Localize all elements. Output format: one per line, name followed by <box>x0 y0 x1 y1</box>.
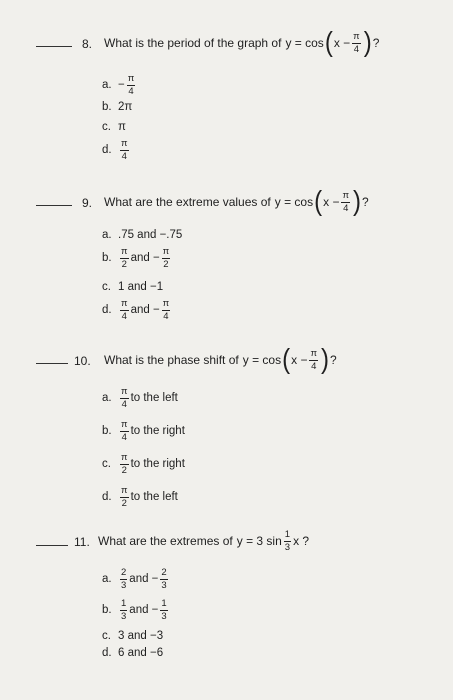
question-number-9: 9. <box>82 196 93 210</box>
option-8b[interactable]: b. 2π <box>102 101 133 113</box>
option-11b[interactable]: b. $\frac{1}{3}$ and − $\frac{1}{3}$ <box>102 598 167 622</box>
question-8-eq-lhs: y = cos <box>285 36 324 50</box>
option-11a[interactable]: a. $\frac{2}{3}$ and − $\frac{2}{3}$ <box>102 567 167 591</box>
fraction: $\frac{\pi}{4}$ <box>310 348 318 372</box>
option-8d[interactable]: d. $\frac{\pi}{4}$ <box>102 138 128 162</box>
open-paren: ( <box>282 343 291 375</box>
question-number-10: 10. <box>74 354 91 368</box>
question-number-8: 8. <box>82 37 93 51</box>
question-8-text: What is the period of the graph of <box>104 36 282 50</box>
answer-blank-8[interactable] <box>36 46 72 47</box>
option-10a[interactable]: a. $\frac{\pi}{4}$ to the left <box>102 386 178 410</box>
fraction: $\frac{\pi}{4}$ <box>353 31 360 55</box>
question-8-eq-inner: x − <box>333 36 351 50</box>
option-10b[interactable]: b. $\frac{\pi}{4}$ to the right <box>102 419 185 443</box>
option-9a[interactable]: a. .75 and −.75 <box>102 229 183 241</box>
option-9b[interactable]: b. $\frac{\pi}{2}$ and − $\frac{\pi}{2}$ <box>102 246 170 270</box>
answer-blank-11[interactable] <box>36 545 68 546</box>
question-text-9: What are the extreme values of y = cos ( x − $\frac{\pi}{4}$ ) ? <box>104 185 369 217</box>
option-8a[interactable]: a. − $\frac{\pi}{4}$ <box>102 73 135 97</box>
option-9c[interactable]: c. 1 and −1 <box>102 281 164 293</box>
question-number-11: 11. <box>74 535 90 549</box>
question-text-10: What is the phase shift of y = cos ( x − $\frac{\pi}{4}$ ) ? <box>104 343 337 375</box>
question-text-11: What are the extremes of y = 3 sin $\frac{1}{3}$ x ? <box>98 529 310 553</box>
close-paren: ) <box>353 185 362 217</box>
fraction: $\frac{1}{3}$ <box>284 529 291 553</box>
option-10c[interactable]: c. $\frac{\pi}{2}$ to the right <box>102 452 185 476</box>
option-10d[interactable]: d. $\frac{\pi}{2}$ to the left <box>102 485 178 509</box>
option-9d[interactable]: d. $\frac{\pi}{4}$ and − $\frac{\pi}{4}$ <box>102 298 170 322</box>
close-paren: ) <box>363 26 372 58</box>
close-paren: ) <box>321 343 330 375</box>
open-paren: ( <box>314 185 323 217</box>
option-8c[interactable]: c. π <box>102 121 126 133</box>
fraction: $\frac{\pi}{4}$ <box>342 190 350 214</box>
option-11c[interactable]: c. 3 and −3 <box>102 630 164 642</box>
answer-blank-9[interactable] <box>36 205 72 206</box>
open-paren: ( <box>324 26 333 58</box>
question-text-8 <box>104 26 380 58</box>
option-11d[interactable]: d. 6 and −6 <box>102 647 164 659</box>
question-8-qmark: ? <box>372 36 380 50</box>
answer-blank-10[interactable] <box>36 363 68 364</box>
